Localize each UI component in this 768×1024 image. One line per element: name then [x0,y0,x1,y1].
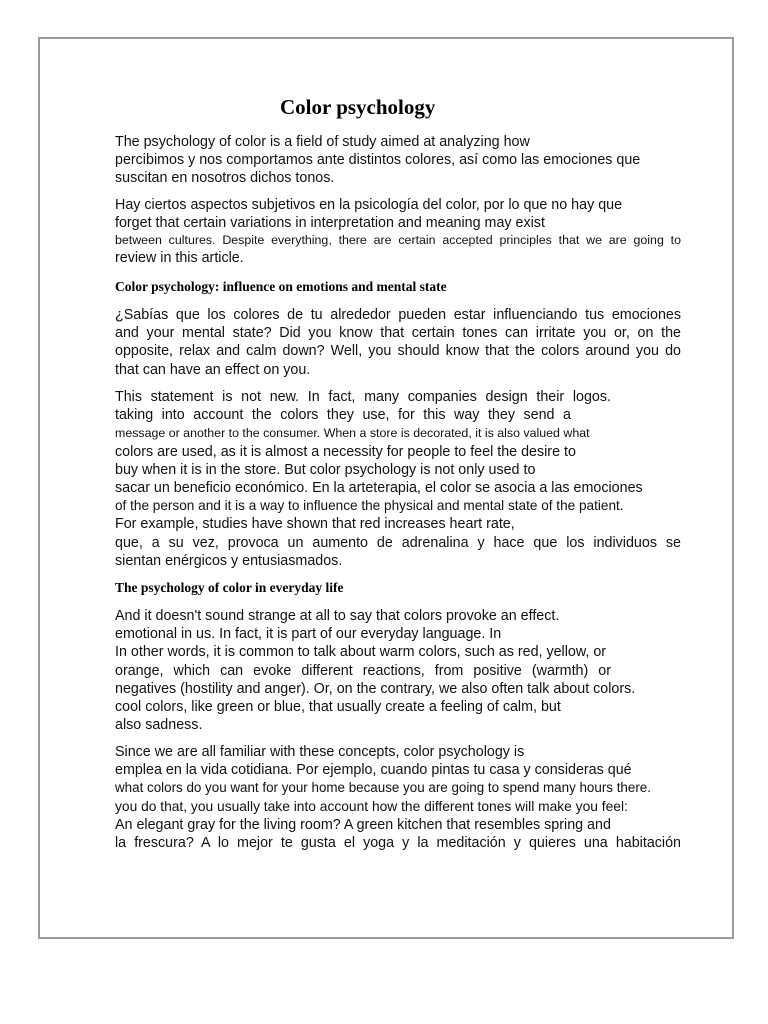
document-page [38,37,734,939]
text-line: emplea en la vida cotidiana. Por ejemplo, cuando pintas tu casa y consideras qué [115,762,632,779]
text-line: This statement is not new. In fact, many companies design their logos. [115,389,611,405]
text-line: cool colors, like green or blue, that usually create a feeling of calm, but [115,699,561,716]
text-line: sientan enérgicos y entusiasmados. [115,552,343,569]
text-line: percibimos y nos comportamos ante distintos colores, así como las emociones que [115,152,641,169]
text-line: also sadness. [115,717,203,734]
text-line: ¿Sabías que los colores de tu alrededor pueden estar influenciando tus emociones [115,307,681,323]
text-line: la frescura? A lo mejor te gusta el yoga y la meditación y quieres una habitación [115,835,681,852]
text-line: emotional in us. In fact, it is part of our everyday language. In [115,626,502,643]
text-line: Hay ciertos aspectos subjetivos en la psicología del color, por lo que no hay que [115,197,623,213]
paragraph-4 [115,388,681,570]
text-line: opposite, relax and calm down? Well, you should know that the colors around you do [115,343,681,360]
text-line: negatives (hostility and anger). Or, on the contrary, we also often talk about colors. [115,680,636,697]
paragraph-5 [115,607,681,734]
text-line: sacar un beneficio económico. En la arteterapia, el color se asocia a las emociones [115,480,643,497]
text-line: In other words, it is common to talk about warm colors, such as red, yellow, or [115,644,607,661]
paragraph-6 [115,743,681,852]
text-line: and your mental state? Did you know that certain tones can irritate you or, on the [115,325,681,342]
paragraph-1 [115,133,681,188]
section-heading-everyday-life: The psychology of color in everyday life [115,580,344,595]
text-line: Since we are all familiar with these concepts, color psychology is [115,744,525,760]
page-title: Color psychology [280,95,436,119]
text-line: taking into account the colors they use, for this way they send a [115,407,571,424]
text-line: of the person and it is a way to influence the physical and mental state of the patient. [115,498,624,514]
text-line: que, a su vez, provoca un aumento de adrenalina y hace que los individuos se [115,534,681,551]
text-line: forget that certain variations in interpretation and meaning may exist [115,215,545,232]
text-line: An elegant gray for the living room? A green kitchen that resembles spring and [115,816,611,833]
section-heading-emotions: Color psychology: influence on emotions and mental state [115,279,447,294]
text-line: And it doesn't sound strange at all to say that colors provoke an effect. [115,608,560,624]
text-line: you do that, you usually take into account how the different tones will make you feel: [115,798,628,814]
paragraph-2 [115,196,681,268]
text-line: what colors do you want for your home because you are going to spend many hours there. [115,780,651,796]
paragraph-3 [115,306,681,379]
text-line: For example, studies have shown that red increases heart rate, [115,516,515,533]
text-line: buy when it is in the store. But color psychology is not only used to [115,461,536,478]
text-line: colors are used, as it is almost a necessity for people to feel the desire to [115,443,576,460]
text-line: suscitan en nosotros dichos tonos. [115,170,335,187]
text-line: review in this article. [115,250,244,267]
text-line: between cultures. Despite everything, there are certain accepted principles that we are going to [115,233,681,248]
text-line: message or another to the consumer. When a store is decorated, it is also valued what [115,426,590,441]
text-line: orange, which can evoke different reactions, from positive (warmth) or [115,662,611,679]
text-line: The psychology of color is a field of study aimed at analyzing how [115,134,530,150]
text-line: that can have an effect on you. [115,361,311,378]
